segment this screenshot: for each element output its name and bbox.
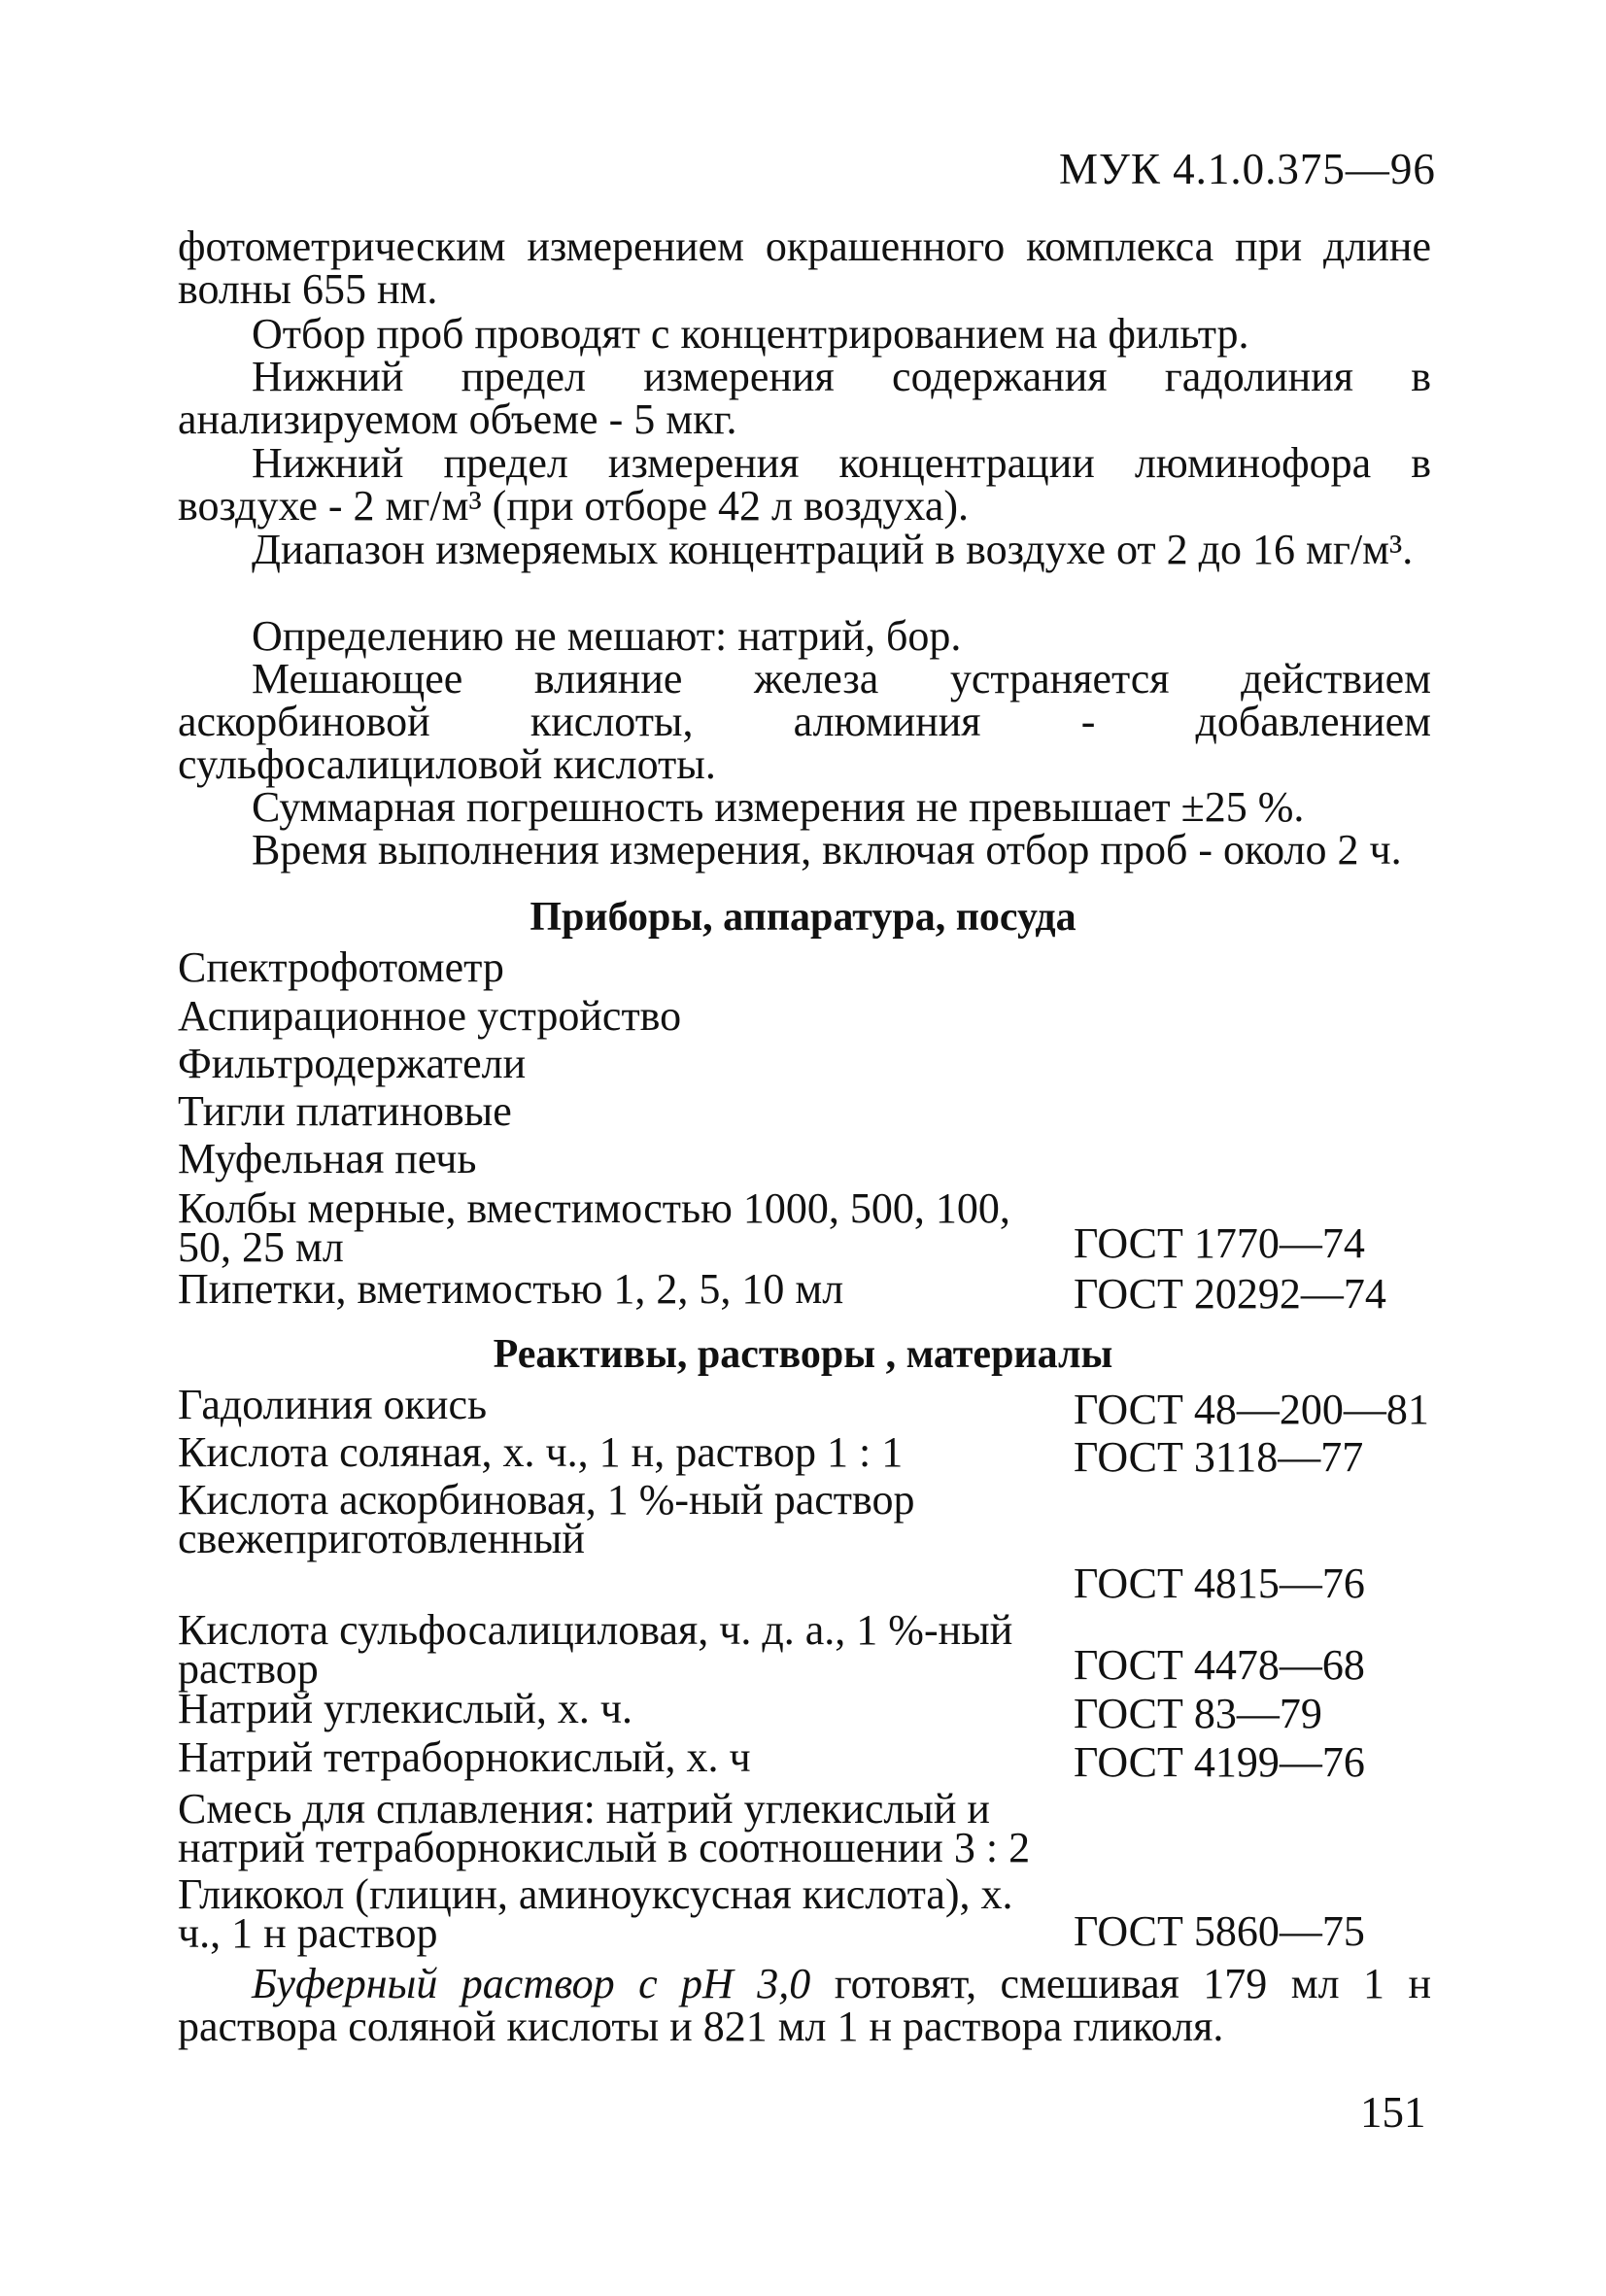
section-heading-reagents: Реактивы, растворы , материалы bbox=[493, 1332, 1113, 1377]
reagent-item: Кислота сульфосалициловая, ч. д. а., 1 %-ный раствор bbox=[178, 1606, 1013, 1693]
buffer-solution-term: Буферный раствор с рН 3,0 bbox=[252, 1960, 811, 2007]
paragraph-range: Диапазон измеряемых концентраций в воздухе от 2 до 16 мг/м³. bbox=[252, 526, 1414, 573]
paragraph-buffer-solution bbox=[178, 1960, 1432, 2050]
reagent-gost: ГОСТ 4199—76 bbox=[1074, 1738, 1365, 1786]
reagent-item: Кислота соляная, х. ч., 1 н, раствор 1 : 1 bbox=[178, 1428, 904, 1476]
instrument-item: Аспирационное устройство bbox=[178, 992, 682, 1040]
reagent-gost: ГОСТ 5860—75 bbox=[1074, 1907, 1365, 1955]
buffer-solution-text: готовят, смешивая 179 мл 1 н раствора соляной кислоты и 821 мл 1 н раствора гликоля. bbox=[178, 1960, 1432, 2050]
paragraph-measurement-method: фотометрическим измерением окрашенного комплекса при длине волны 655 нм. bbox=[178, 223, 1431, 313]
instrument-item: Тигли платиновые bbox=[178, 1087, 512, 1135]
paragraph-error: Суммарная погрешность измерения не превышает ±25 %. bbox=[252, 783, 1305, 831]
reagent-gost: ГОСТ 83—79 bbox=[1074, 1690, 1322, 1737]
section-heading-instruments: Приборы, аппаратура, посуда bbox=[530, 895, 1076, 940]
instrument-gost: ГОСТ 1770—74 bbox=[1074, 1219, 1365, 1267]
reagent-item: Смесь для сплавления: натрий углекислый и натрий тетраборнокислый в соотношении 3 : 2 bbox=[178, 1785, 1031, 1871]
paragraph-non-interfering: Определению не мешают: натрий, бор. bbox=[252, 612, 962, 660]
reagent-item: Натрий углекислый, х. ч. bbox=[178, 1685, 632, 1732]
paragraph-sampling: Отбор проб проводят с концентрированием на фильтр. bbox=[252, 310, 1249, 358]
page-number: 151 bbox=[1360, 2088, 1426, 2137]
instrument-gost: ГОСТ 20292—74 bbox=[1074, 1270, 1386, 1318]
paragraph-time: Время выполнения измерения, включая отбор проб - около 2 ч. bbox=[252, 826, 1402, 874]
reagent-item: Гадолиния окись bbox=[178, 1381, 488, 1428]
reagent-gost: ГОСТ 3118—77 bbox=[1074, 1433, 1364, 1481]
reagent-item: Кислота аскорбиновая, 1 %-ный раствор свежеприготовленный bbox=[178, 1476, 915, 1562]
instrument-item: Колбы мерные, вместимостью 1000, 500, 100, 50, 25 мл bbox=[178, 1184, 1010, 1271]
reagent-item: Натрий тетраборнокислый, х. ч bbox=[178, 1733, 751, 1781]
paragraph-lower-limit-concentration: Нижний предел измерения концентрации люминофора в воздухе - 2 мг/м³ (при отборе 42 л воздуха). bbox=[178, 439, 1431, 530]
paragraph-lower-limit-content: Нижний предел измерения содержания гадолиния в анализируемом объеме - 5 мкг. bbox=[178, 353, 1431, 443]
instrument-item: Фильтродержатели bbox=[178, 1040, 527, 1087]
reagent-item: Гликокол (глицин, аминоуксусная кислота), х. ч., 1 н раствор bbox=[178, 1870, 1013, 1957]
instrument-item: Пипетки, вметимостью 1, 2, 5, 10 мл bbox=[178, 1265, 844, 1313]
paragraph-interference: Мешающее влияние железа устраняется действием аскорбиновой кислоты, алюминия - добавлением сульфосалициловой кислоты. bbox=[178, 655, 1431, 788]
reagent-gost: ГОСТ 4815—76 bbox=[1074, 1559, 1365, 1607]
instrument-item: Муфельная печь bbox=[178, 1135, 477, 1182]
reagent-gost: ГОСТ 48—200—81 bbox=[1074, 1386, 1429, 1433]
instrument-item: Спектрофотометр bbox=[178, 943, 504, 991]
reagent-gost: ГОСТ 4478—68 bbox=[1074, 1641, 1365, 1689]
document-code: МУК 4.1.0.375—96 bbox=[1059, 145, 1436, 193]
